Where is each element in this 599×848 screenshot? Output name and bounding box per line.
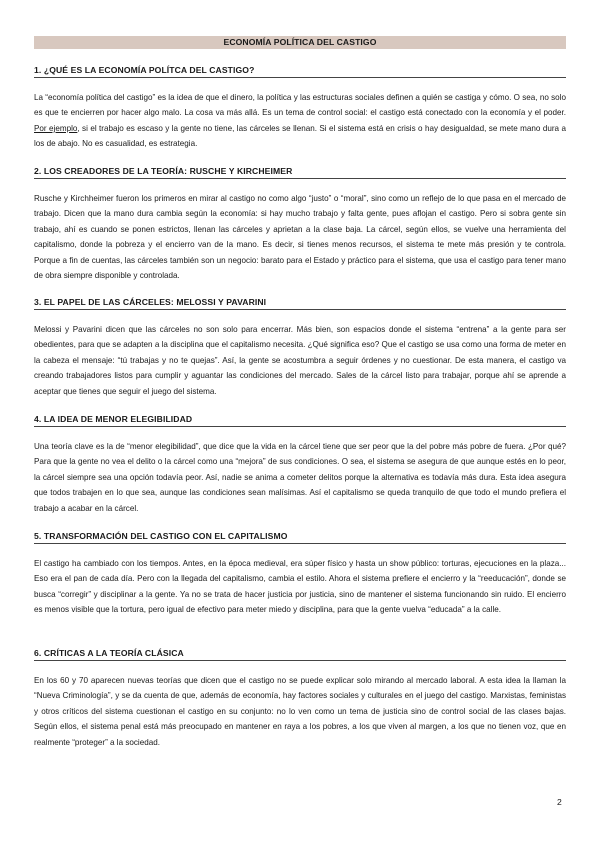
- section-6: [34, 647, 566, 750]
- section-3: [34, 296, 566, 399]
- section-heading: 3. EL PAPEL DE LAS CÁRCELES: MELOSSI Y PAVARINI: [34, 296, 566, 310]
- paragraph-text: La “economía política del castigo” es la idea de que el dinero, la política y las estructuras sociales definen a quién se castiga y cómo. O sea, no solo es que te encierren por hacer algo malo. La cosa va más allá. Es un tema de control social: el castigo está conectado con la economía y el poder.: [34, 93, 566, 118]
- section-paragraph: El castigo ha cambiado con los tiempos. Antes, en la época medieval, era súper físico y hasta un show público: torturas, ejecuciones en la plaza... Eso era el pan de cada día. Pero con la llegada del capitalismo, cambia el estilo. Ahora el sistema prefiere el encierro y la “reeducación”, donde se busca “corregir” y disciplinar a la gente. Ya no se trata de hacer justicia por justicia, sino de mantener el sistema funcionando sin ruido. El encierro es menos visible que la tortura, pero igual de efectivo para meter miedo y disciplina, para que la gente vuelva “educada” a la calle.: [34, 559, 566, 615]
- section-2: [34, 165, 566, 283]
- section-5: [34, 530, 566, 618]
- section-heading: 1. ¿QUÉ ES LA ECONOMÍA POLÍTCA DEL CASTIGO?: [34, 64, 566, 78]
- section-paragraph: [34, 90, 566, 152]
- section-heading: 6. CRÍTICAS A LA TEORÍA CLÁSICA: [34, 647, 566, 661]
- section-paragraph: Melossi y Pavarini dicen que las cárceles no son solo para encerrar. Más bien, son espacios donde el sistema “entrena” a la gente para ser obedientes, para que se adapten a la disciplina que el capitalismo necesita. ¿Qué significa eso? Que el castigo se usa como una forma de meter en la cabeza el mensaje: “tú trabajas y no te quejas”. Así, la gente se acostumbra a seguir órdenes y no cuestionar. De esta manera, el castigo va creando trabajadores listos para cumplir y aguantar las condiciones del mercado. Sales de la cárcel listo para trabajar, porque ahí se aprende a aceptar que tienes que seguir el juego del sistema.: [34, 325, 566, 396]
- page-number: 2: [557, 797, 562, 807]
- section-4: [34, 413, 566, 516]
- section-paragraph: Una teoría clave es la de “menor elegibilidad”, que dice que la vida en la cárcel tiene que ser peor que la del pobre más pobre de fuera. ¿Por qué? Para que la gente no vea el delito o la cárcel como una “mejora” de sus condiciones. O sea, el sistema se asegura de que aunque estés en lo peor, la cárcel siempre sea una opción todavía peor. Así, nadie se anima a cometer delitos porque la alternativa es todavía más dura. Esta idea asegura que todos trabajen en lo que sea, aunque las condiciones sean malísimas. Así el capitalismo se queda tranquilo de que todo el mundo prefiera el trabajo a acabar en la cárcel.: [34, 442, 566, 513]
- section-heading: 2. LOS CREADORES DE LA TEORÍA: RUSCHE Y KIRCHEIMER: [34, 165, 566, 179]
- paragraph-text: , si el trabajo es escaso y la gente no tiene, las cárceles se llenan. Si el sistema está en crisis o hay desigualdad, se mete mano dura a los de abajo. No es casualidad, es estrategia.: [34, 123, 566, 149]
- section-paragraph: Rusche y Kirchheimer fueron los primeros en mirar al castigo no como algo “justo” o “moral”, sino como un reflejo de lo que pasa en el mercado de trabajo. Dicen que la mano dura cambia según la economía: si hay mucho trabajo y falta gente, pues aflojan el castigo. Pero si sobra gente sin trabajo, ahí es cuando se ponen estrictos, llenan las cárceles y aprietan a la clase baja. La cárcel, según ellos, se vuelve una herramienta del capitalismo, donde la pobreza y el encierro van de la mano. Es decir, si tienes menos recursos, el sistema te mete más presión y te controla. Porque a fin de cuentas, las cárceles también son un negocio: barato para el Estado y práctico para el sistema, que usa el castigo para tener mano de obra siempre disponible y controlada.: [34, 194, 566, 281]
- underlined-phrase: Por ejemplo: [34, 123, 78, 133]
- document-title: ECONOMÍA POLÍTICA DEL CASTIGO: [34, 36, 566, 49]
- section-paragraph: En los 60 y 70 aparecen nuevas teorías que dicen que el castigo no se puede explicar solo mirando al mercado laboral. A esta idea la llaman la “Nueva Criminología”, y se da cuenta de que, además de economía, hay factores sociales y culturales en el juego del castigo. Marxistas, feministas y otros críticos del sistema cuestionan el castigo en su conjunto: no lo ven como un tema de justicia sino de control social de las clases bajas. Según ellos, el sistema penal está más preocupado en mantener en raya a los pobres, a los que viven al margen, a los que no tienen voz, que en realmente “proteger” a la sociedad.: [34, 676, 566, 747]
- section-1: [34, 64, 566, 152]
- section-heading: 5. TRANSFORMACIÓN DEL CASTIGO CON EL CAPITALISMO: [34, 530, 566, 544]
- section-heading: 4. LA IDEA DE MENOR ELEGIBILIDAD: [34, 413, 566, 427]
